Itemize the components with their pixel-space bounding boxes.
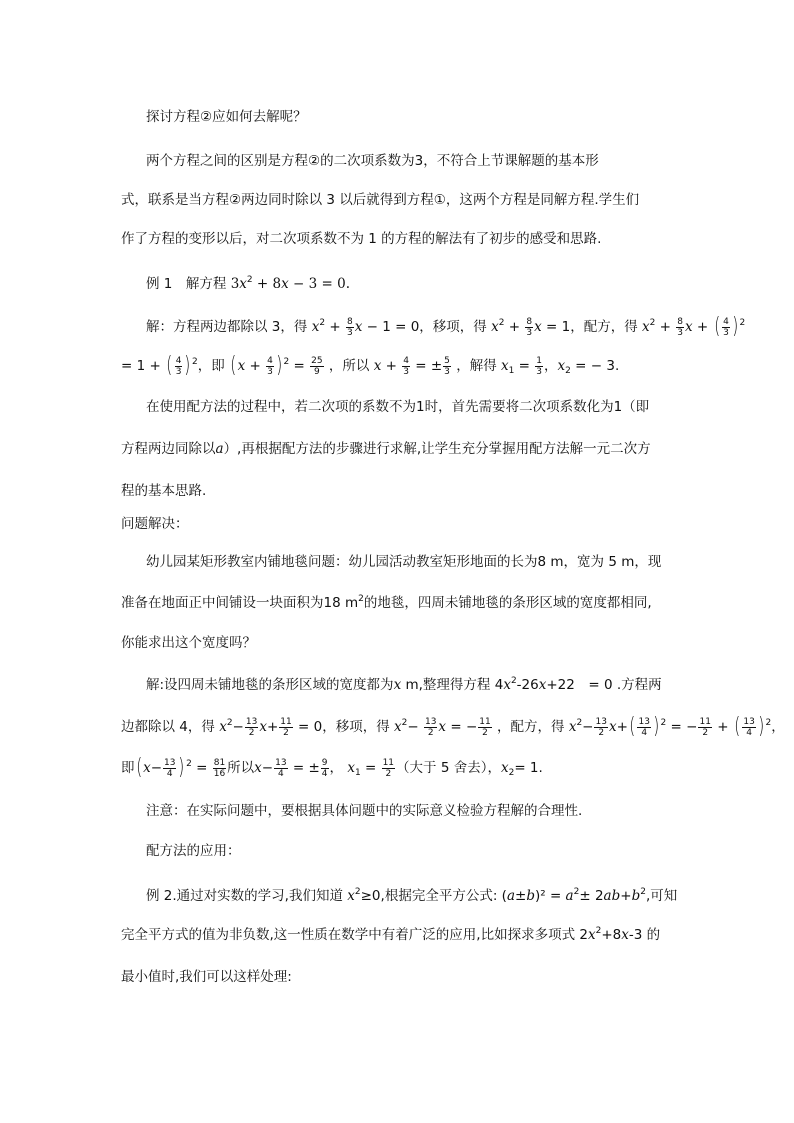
problem-solution-line-3: 即(x− $\frac{13}{4}$ )$^2$ = $\frac{81}{16}$ 所以x− $\frac{13}{4}$ = ± $\frac{9}{4}$ ， $x_1$ = $\frac{11}{2}$ （大于 5 舍去），$x_2= 1$. <box>121 755 543 780</box>
para-method-note-line-1: 在使用配方法的过程中，若二次项的系数不为1时，首先需要将二次项系数化为1（即 <box>146 399 650 415</box>
problem-line-2: 准备在地面正中间铺设一块面积为18 $m^2$的地毯，四周未铺地毯的条形区域的宽度都相同, <box>121 594 652 611</box>
para-difference-line-2: 式，联系是当方程②两边同时除以 3 以后就得到方程①，这两个方程是同解方程.学生们 <box>121 192 640 208</box>
para-difference-line-3: 作了方程的变形以后，对二次项系数不为 1 的方程的解法有了初步的感受和思路. <box>121 231 602 247</box>
example-2-line-1: 例 2.通过对实数的学习,我们知道 $x^2\ge 0$,根据完全平方公式: $(a\pm b)^2 = a^2\pm 2ab+b^2$,可知 <box>146 887 678 904</box>
example-1-solution-line-2: = 1 + ( $\frac{4}{3}$ )$^2$，即 (x + $\frac{4}{3}$ )$^2$ = $\frac{25}{9}$ ，所以 x + $\frac{4}{3}$ = ± $\frac{5}{3}$ ，解得 $x_1$ = $\frac{1}{3}$ ，$x_2$ = − 3. <box>121 353 620 378</box>
para-note-reasonableness: 注意：在实际问题中，要根据具体问题中的实际意义检验方程解的合理性. <box>146 803 583 819</box>
section-problem-solving-title: 问题解决： <box>121 516 189 532</box>
section-application-title: 配方法的应用： <box>146 843 241 859</box>
example-2-line-3: 最小值时,我们可以这样处理: <box>121 969 292 985</box>
para-intro-question: 探讨方程②应如何去解呢？ <box>146 109 307 125</box>
problem-line-1: 幼儿园某矩形教室内铺地毯问题：幼儿园活动教室矩形地面的长为8 m，宽为 5 m，现 <box>146 554 662 570</box>
problem-solution-line-2: 边都除以 4，得 $x^2-$ $\frac{13}{2}$ x+ $\frac{11}{2}$ = 0，移项，得 $x^2-$ $\frac{13}{2}$ x = − $\frac{11}{2}$ ，配方，得 $x^2-$ $\frac{13}{2}$ x+( $\frac{13}{4}$ )$^2$ = − $\frac{11}{2}$ + ( $\frac{13}{4}$ )$^2$， <box>121 714 785 739</box>
para-difference-line-1: 两个方程之间的区别是方程②的二次项系数为3，不符合上节课解题的基本形 <box>146 153 599 169</box>
para-method-note-line-3: 程的基本思路. <box>121 483 207 499</box>
problem-line-3: 你能求出这个宽度吗？ <box>121 635 256 651</box>
example-1-statement: 例 1 解方程 $3x^2 + 8x - 3 = 0$. <box>146 275 351 292</box>
problem-solution-line-1: 解:设四周未铺地毯的条形区域的宽度都为x m,整理得方程 $4x^2-26x+22$ = 0 .方程两 <box>146 676 662 693</box>
example-1-solution-line-1: 解：方程两边都除以 3，得 $x^2$ + $\frac{8}{3}$ x − 1 = 0，移项，得 $x^2$ + $\frac{8}{3}$ x = 1，配方，得 $x^2$ + $\frac{8}{3}$ x + ( $\frac{4}{3}$ )$^2$ <box>146 314 746 339</box>
example-2-line-2: 完全平方式的值为非负数,这一性质在数学中有着广泛的应用,比如探求多项式 $2x^2+8x-3$ 的 <box>121 926 661 943</box>
para-method-note-line-2: 方程两边同除以a）,再根据配方法的步骤进行求解,让学生充分掌握用配方法解一元二次方 <box>121 441 651 457</box>
